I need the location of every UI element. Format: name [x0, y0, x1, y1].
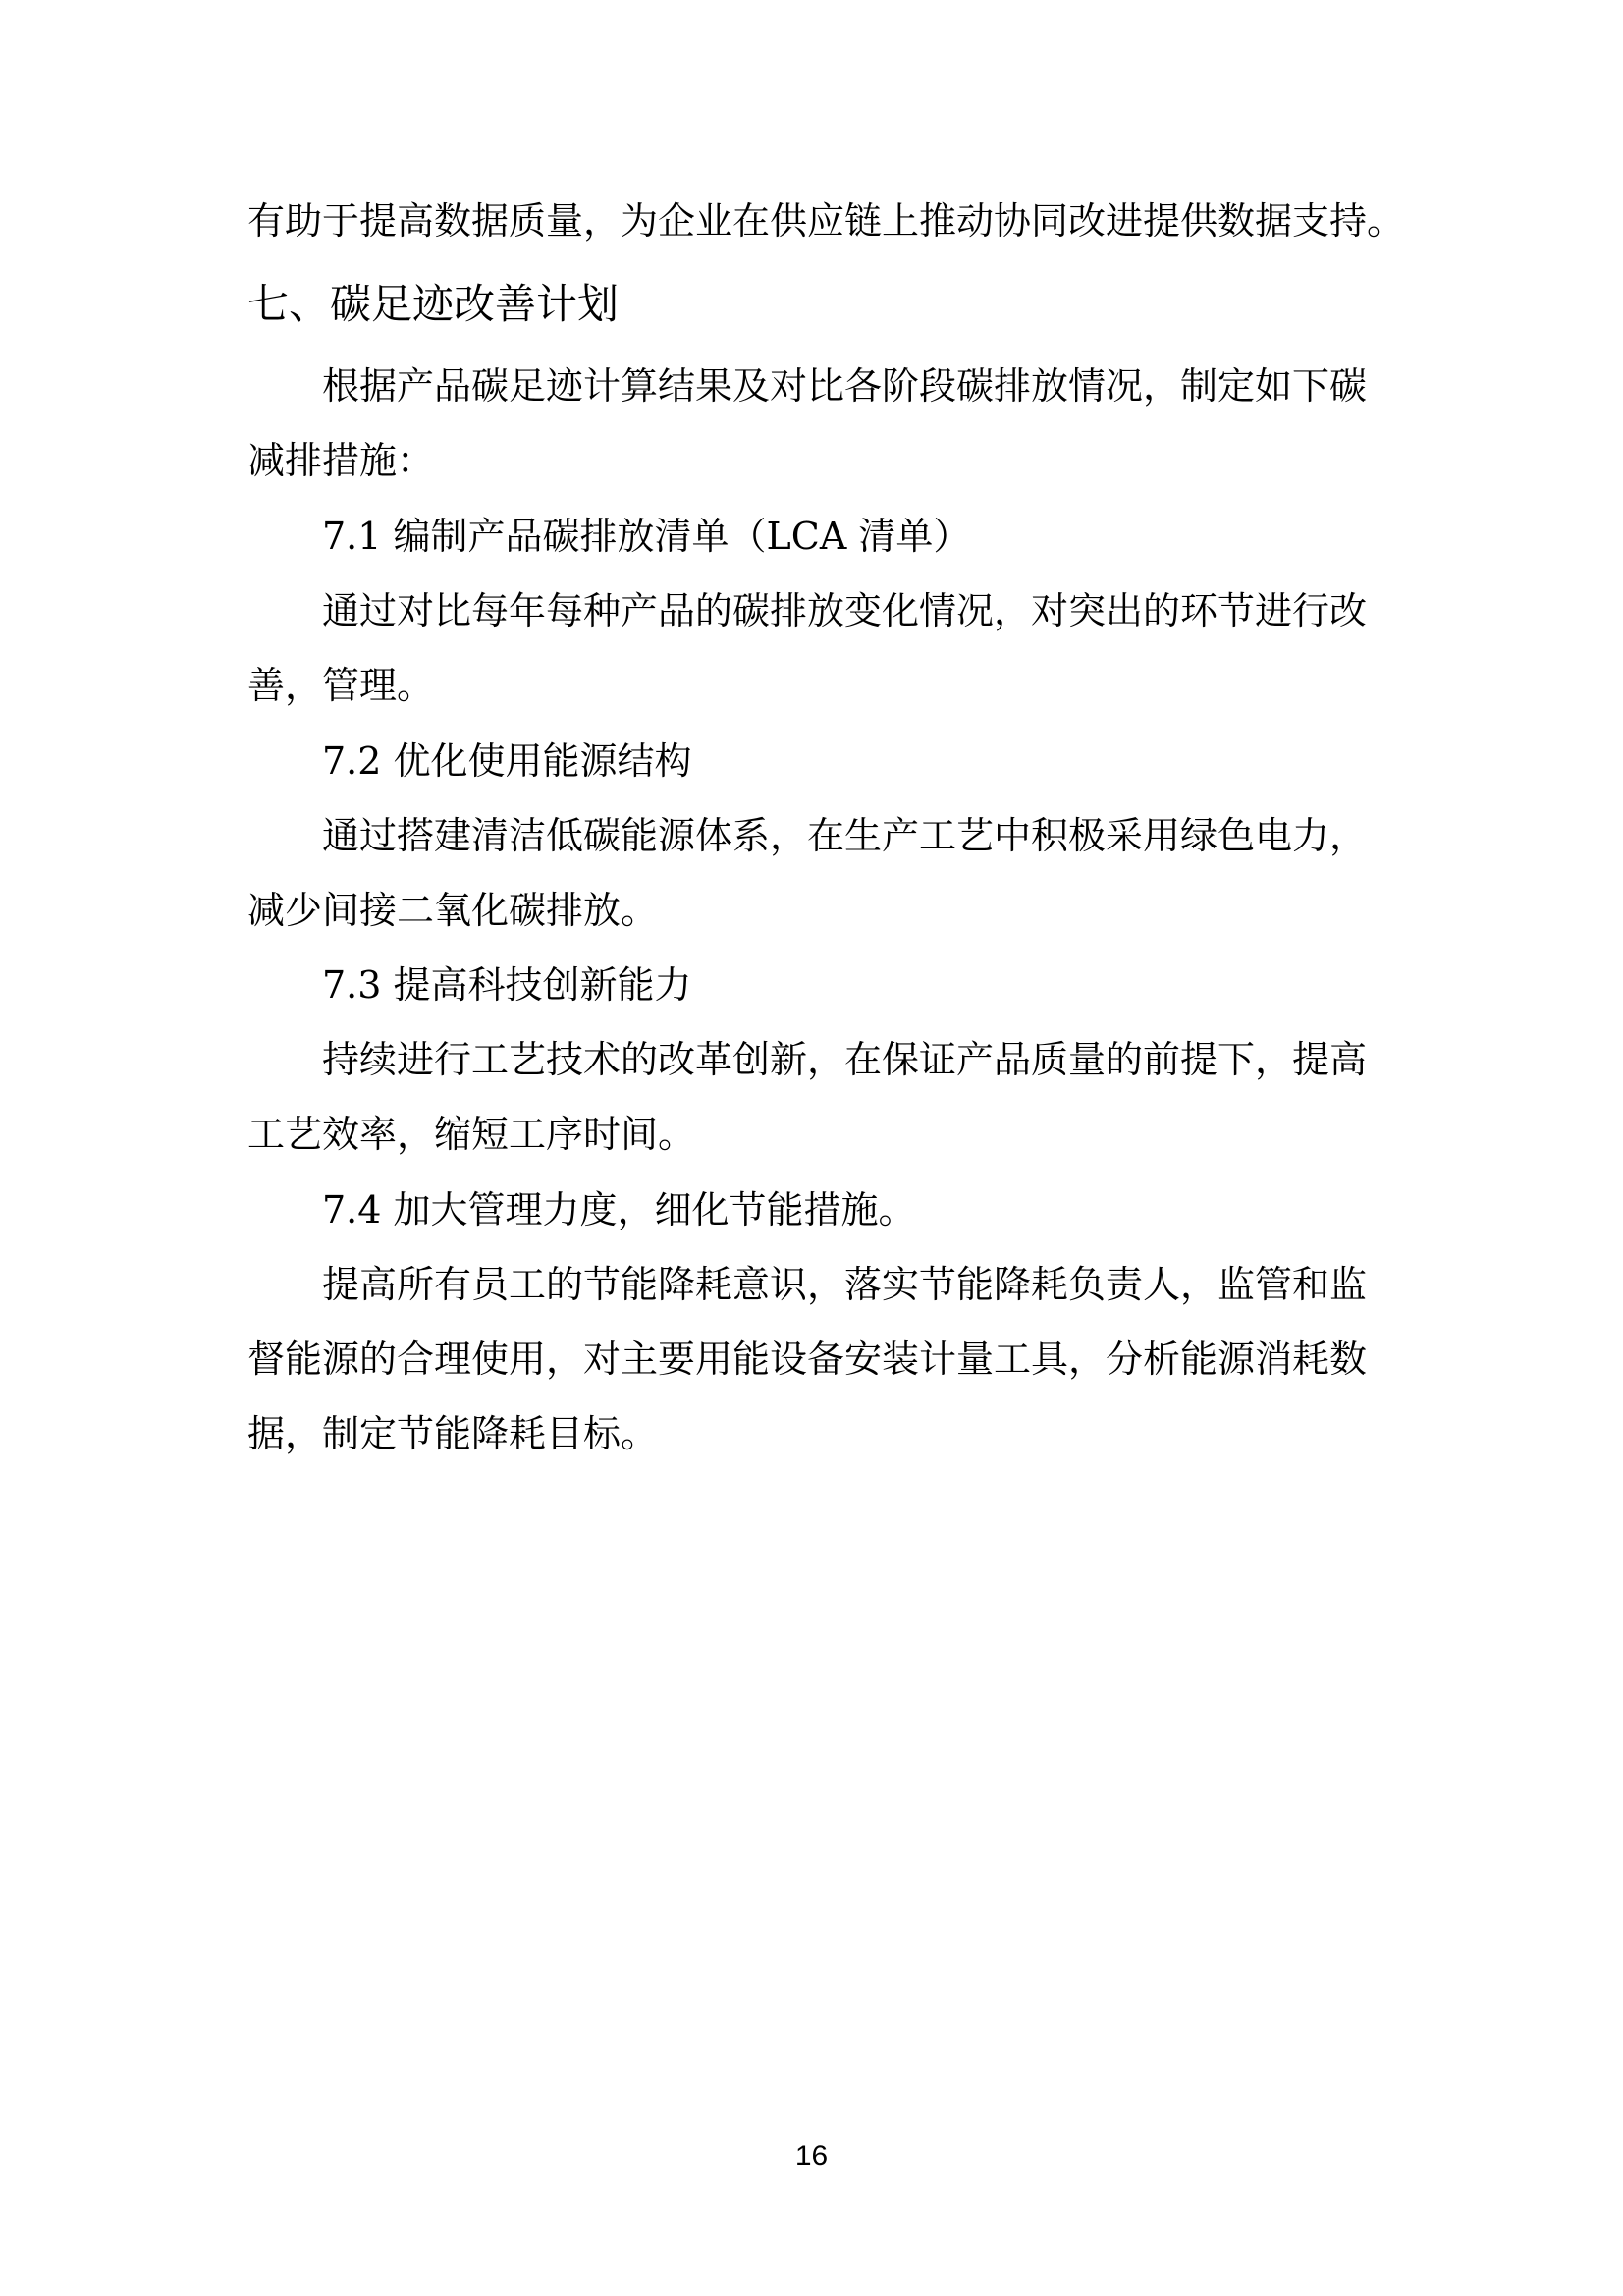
- measure-2-title: 7.2 优化使用能源结构: [322, 739, 692, 783]
- measure-2-body-line-1: 通过搭建清洁低碳能源体系，在生产工艺中积极采用绿色电力，: [322, 814, 1368, 857]
- measure-2-body-line-2: 减少间接二氧化碳排放。: [247, 889, 659, 932]
- measure-1-title: 7.1 编制产品碳排放清单（LCA 清单）: [322, 515, 971, 558]
- measure-4-body-line-2: 督能源的合理使用，对主要用能设备安装计量工具，分析能源消耗数: [247, 1338, 1368, 1381]
- measure-4-body-line-3: 据，制定节能降耗目标。: [247, 1412, 659, 1455]
- measure-3-body-line-2: 工艺效率，缩短工序时间。: [247, 1113, 696, 1156]
- measure-4-body-line-1: 提高所有员工的节能降耗意识，落实节能降耗负责人，监管和监: [322, 1263, 1368, 1306]
- measure-4-title: 7.4 加大管理力度，细化节能措施。: [322, 1188, 916, 1231]
- page-number: 16: [794, 2140, 829, 2172]
- measure-1-body-line-2: 善，管理。: [247, 664, 435, 707]
- measure-3-body-line-1: 持续进行工艺技术的改革创新，在保证产品质量的前提下，提高: [322, 1038, 1368, 1081]
- intro-paragraph-line-2: 减排措施：: [247, 439, 435, 482]
- intro-paragraph-line-1: 根据产品碳足迹计算结果及对比各阶段碳排放情况，制定如下碳: [322, 364, 1368, 408]
- continuation-paragraph: 有助于提高数据质量，为企业在供应链上推动协同改进提供数据支持。: [247, 199, 1405, 243]
- measure-1-body-line-1: 通过对比每年每种产品的碳排放变化情况，对突出的环节进行改: [322, 589, 1368, 632]
- measure-3-title: 7.3 提高科技创新能力: [322, 963, 692, 1007]
- section-heading: 七、碳足迹改善计划: [247, 280, 620, 328]
